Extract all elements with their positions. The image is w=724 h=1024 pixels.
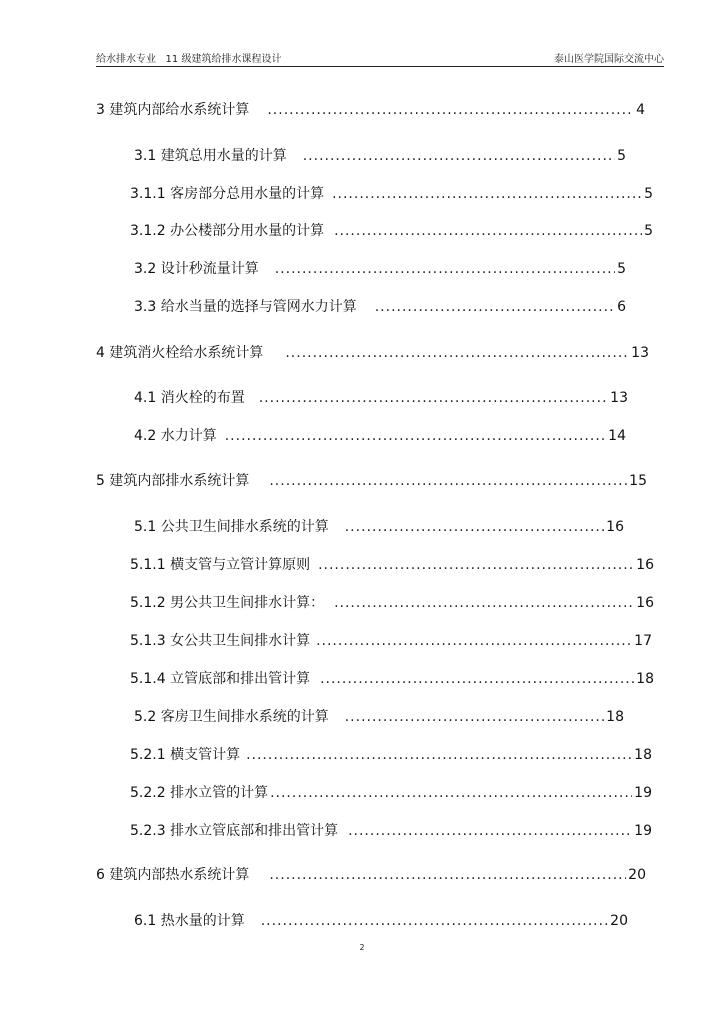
toc-entry-page: 6 [617,299,626,315]
header-right-text: 泰山医学院国际交流中心 [554,54,664,65]
toc-leader-dots [334,223,642,239]
toc-entry-page: 14 [608,428,626,444]
toc-leader-dots [225,428,606,444]
toc-leader-dots [285,345,629,361]
toc-entry[interactable] [130,744,652,764]
toc-leader-dots [345,519,604,535]
toc-entry[interactable] [130,183,653,203]
toc-leader-dots [246,747,632,763]
toc-entry-title: 4 建筑消火栓给水系统计算 [96,345,264,361]
toc-entry-page: 5 [617,148,626,164]
toc-leader-dots [318,557,634,573]
page-number: 2 [359,943,365,952]
toc-entry-title: 6 建筑内部热水系统计算 [96,867,250,883]
toc-entry[interactable] [134,425,626,445]
toc-entry[interactable] [130,668,654,688]
toc-entry-page: 5 [644,223,653,239]
toc-entry-page: 20 [628,867,646,883]
toc-entry-page: 19 [634,785,652,801]
toc-entry-page: 5 [617,261,626,277]
toc-entry-title: 4.2 水力计算 [134,428,217,444]
toc-entry[interactable] [134,258,626,278]
toc-entry-title: 3.3 给水当量的选择与管网水力计算 [134,299,357,315]
toc-entry-title: 5.1.4 立管底部和排出管计算 [130,671,311,687]
toc-entry-title: 6.1 热水量的计算 [134,913,245,929]
toc-leader-dots [303,148,615,164]
toc-entry-title: 5.2 客房卫生间排水系统的计算 [134,709,329,725]
toc-entry[interactable] [134,387,628,407]
toc-leader-dots [275,261,615,277]
toc-entry[interactable] [130,220,653,240]
toc-entry-title: 5.2.1 横支管计算 [130,747,241,763]
toc-entry-page: 13 [610,390,628,406]
toc-entry-title: 5.2.3 排水立管底部和排出管计算 [130,823,339,839]
toc-entry-title: 5.1.1 横支管与立管计算原则 [130,557,311,573]
toc-entry-page: 5 [644,186,653,202]
toc-entry-page: 20 [610,913,628,929]
toc-entry[interactable] [130,554,654,574]
toc-entry-title: 5.2.2 排水立管的计算 [130,785,269,801]
toc-entry-page: 13 [631,345,649,361]
toc-entry-title: 3 建筑内部给水系统计算 [96,102,250,118]
toc-entry-page: 15 [629,473,647,489]
toc-leader-dots [316,633,632,649]
toc-entry[interactable] [134,296,626,316]
toc-entry-title: 5.1 公共卫生间排水系统的计算 [134,519,329,535]
toc-leader-dots [259,390,608,406]
toc-entry-page: 16 [606,519,624,535]
toc-entry-title: 3.2 设计秒流量计算 [134,261,259,277]
toc-entry-title: 3.1.2 办公楼部分用水量的计算 [130,223,325,239]
toc-entry[interactable] [130,592,654,612]
toc-leader-dots [269,867,626,883]
toc-entry-title: 5.1.3 女公共卫生间排水计算 [130,633,311,649]
toc-leader-dots [332,186,642,202]
toc-entry-page: 16 [636,595,654,611]
toc-leader-dots [267,102,634,118]
toc-leader-dots [320,671,634,687]
toc-entry[interactable] [134,516,624,536]
toc-leader-dots [269,473,627,489]
toc-entry-title: 5.1.2 男公共卫生间排水计算： [130,595,325,611]
toc-entry[interactable] [134,910,628,930]
toc-entry[interactable] [96,864,646,884]
header-left-text: 给水排水专业 11 级建筑给排水课程设计 [96,54,282,65]
toc-entry-page: 18 [634,747,652,763]
toc-leader-dots [334,595,634,611]
toc-entry[interactable] [130,782,652,802]
toc-entry[interactable] [96,470,647,490]
toc-entry-page: 4 [636,102,645,118]
toc-entry-page: 17 [634,633,652,649]
toc-entry-title: 5 建筑内部排水系统计算 [96,473,250,489]
toc-entry[interactable] [134,145,626,165]
toc-leader-dots [261,913,608,929]
toc-entry-title: 3.1 建筑总用水量的计算 [134,148,287,164]
toc-entry-page: 18 [636,671,654,687]
toc-entry-page: 19 [634,823,652,839]
toc-entry[interactable] [130,820,652,840]
page-header [96,50,664,67]
toc-entry[interactable] [130,630,652,650]
toc-entry-page: 18 [606,709,624,725]
toc-leader-dots [375,299,615,315]
toc-entry[interactable] [134,706,624,726]
toc-leader-dots [270,785,632,801]
toc-leader-dots [348,823,632,839]
toc-entry-page: 16 [636,557,654,573]
toc-entry-title: 4.1 消火栓的布置 [134,390,245,406]
toc-entry[interactable] [96,99,645,119]
toc-leader-dots [345,709,604,725]
toc-entry[interactable] [96,342,649,362]
toc-entry-title: 3.1.1 客房部分总用水量的计算 [130,186,325,202]
